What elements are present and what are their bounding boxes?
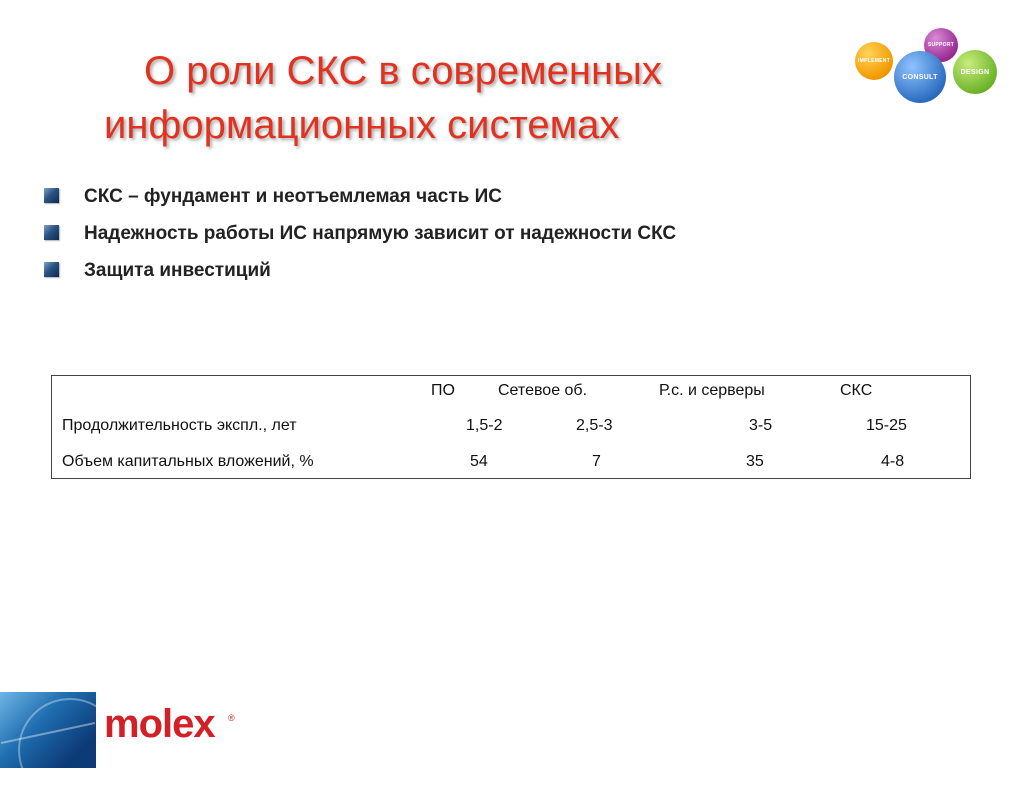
implement-circle: IMPLEMENT xyxy=(855,42,893,80)
table-row-label: Объем капитальных вложений, % xyxy=(62,453,314,470)
table-cell: 54 xyxy=(470,453,488,470)
consult-circle: CONSULT xyxy=(894,51,946,103)
bullet-item xyxy=(44,178,676,215)
bullet-text: Защита инвестиций xyxy=(84,259,271,281)
comparison-table xyxy=(51,375,971,479)
bullet-item xyxy=(44,252,676,289)
square-bullet-icon xyxy=(44,225,59,240)
table-cell: 2,5-3 xyxy=(576,417,613,434)
bullet-text: СКС – фундамент и неотъемлемая часть ИС xyxy=(84,185,502,207)
table-cell: 7 xyxy=(592,453,601,470)
table-cell: 35 xyxy=(746,453,764,470)
table-cell: 15-25 xyxy=(866,417,907,434)
service-circles-logo xyxy=(850,24,1010,108)
globe-graphic-icon xyxy=(0,692,96,768)
molex-wordmark: molex xyxy=(104,702,215,746)
square-bullet-icon xyxy=(44,188,59,203)
bullet-list xyxy=(44,178,676,289)
table-header-sks: СКС xyxy=(840,382,873,399)
table-row-label: Продолжительность экспл., лет xyxy=(62,417,297,434)
table-header-network: Сетевое об. xyxy=(498,382,588,399)
slide-title-line2: информационных системах xyxy=(104,103,620,147)
square-bullet-icon xyxy=(44,262,59,277)
design-circle: DESIGN xyxy=(953,50,997,94)
table-cell: 3-5 xyxy=(749,417,773,434)
table-header-po: ПО xyxy=(431,382,455,399)
table-cell: 4-8 xyxy=(881,453,905,470)
molex-logo xyxy=(0,688,260,768)
support-circle: SUPPORT xyxy=(924,28,958,62)
slide-title xyxy=(104,44,824,152)
bullet-text: Надежность работы ИС напрямую зависит от надежности СКС xyxy=(84,222,677,244)
bullet-item xyxy=(44,215,676,252)
table-header-servers: Р.с. и серверы xyxy=(659,382,765,399)
slide-title-line1: О роли СКС в современных xyxy=(144,49,662,93)
registered-mark: ® xyxy=(228,713,235,723)
table-cell: 1,5-2 xyxy=(466,417,503,434)
